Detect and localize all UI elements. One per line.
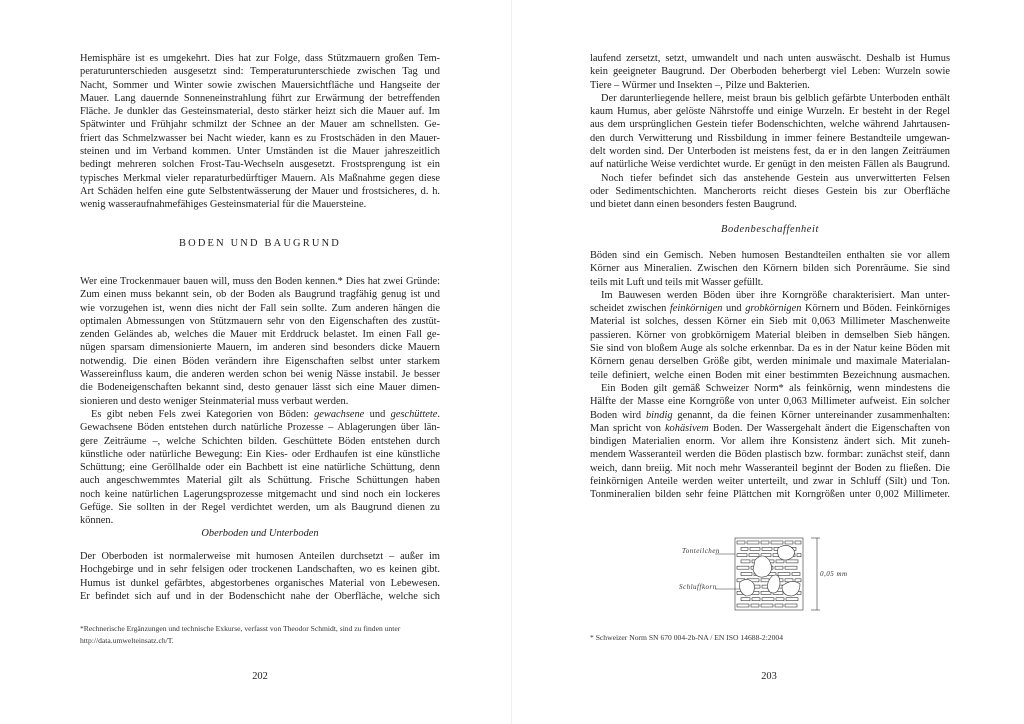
text-run: Fläche. Je dunkler das Gesteinsmaterial, desto stärker heizt sich die Mauer auf. Im <box>80 106 440 118</box>
clay-platelet <box>785 541 793 544</box>
text-line <box>590 342 950 355</box>
text-run: Art Schäden helfen eine gute Selbstentwässerung der Mauer und frostsicheres, d. h. <box>80 185 440 197</box>
text-line <box>590 172 950 185</box>
text-run: Körnern genau derselben Größe gibt, werden minimale und maximale Materialan- <box>590 356 950 368</box>
clay-platelet <box>747 541 759 544</box>
text-run: peraturunterschieden ausgesetzt sind: Temperaturunterschiede zwischen Tag und <box>80 66 440 78</box>
text-line <box>80 435 440 448</box>
text-run: sionieren und desto weniger Steinmaterial muss verbaut werden. <box>80 395 349 407</box>
text-run: optimalen Abmessungen von Stützmauern sehr von den Eigenschaften des zustüt- <box>80 315 440 327</box>
text-line <box>590 315 950 328</box>
text-line <box>80 550 440 563</box>
clay-platelet <box>792 573 800 576</box>
text-run: auf natürliche Weise verdichtet wurde. Er genügt in den meisten Fällen als Baugrund. <box>590 159 950 171</box>
text-line <box>590 448 950 461</box>
text-run: die Bodeneigenschaften bekannt sind, desto genauer lässt sich eine Mauer dimen- <box>80 382 440 394</box>
clay-platelet <box>737 554 747 557</box>
text-line <box>590 395 950 408</box>
text-run: delt worden sind. Der Unterboden ist meistens fest, da er in den langen Zeiträumen <box>590 146 950 158</box>
silt-grain <box>767 575 780 593</box>
text-line <box>80 461 440 474</box>
text-line <box>590 65 950 78</box>
text-line <box>80 395 440 408</box>
clay-platelet <box>771 541 783 544</box>
text-line <box>80 172 440 185</box>
emphasis: geschüttete <box>390 408 438 420</box>
text-run: bedingt mehreren solchen Frost-Tau-Wechseln ausgesetzt. Frostsprengung ist ein <box>80 159 440 171</box>
text-line <box>590 105 950 118</box>
clay-platelet <box>752 598 760 601</box>
text-run: Körner aus Mineralien. Zwischen den Körnern bilden sich Porenräume. Sie sind <box>590 263 950 275</box>
text-line <box>80 302 440 315</box>
clay-platelet <box>737 604 749 607</box>
label-dimension: 0,05 mm <box>820 570 848 578</box>
text-run: und bietet dann einen besonders festen Baugrund. <box>590 199 797 211</box>
left-section-text <box>80 275 440 527</box>
text-line <box>590 92 950 105</box>
clay-platelet <box>737 566 749 569</box>
clay-platelet <box>761 579 769 582</box>
text-run: gere Zeiträume –, welche Schichten bilden. Geschüttete Böden entstehen durch <box>80 435 440 447</box>
text-run: zenden Geländes ab, welches die Mauer mit Erddruck belastet. Im einen Fall ge- <box>80 329 440 341</box>
text-run: wie vorzugehen ist, wenn dies nicht der Fall sein sollte. Zum anderen hängen die <box>80 302 440 314</box>
left-subheading: Oberboden und Unterboden <box>201 528 319 539</box>
section-heading: BODEN UND BAUGRUND <box>179 238 341 249</box>
clay-platelet <box>785 566 797 569</box>
text-line <box>80 288 440 301</box>
text-line <box>590 475 950 488</box>
text-run: Spätwinter und Frühjahr schmilzt der Schnee an der Mauer am schnellsten. Ge- <box>80 119 440 131</box>
soil-structure-diagram <box>670 532 830 616</box>
text-run: genannt, da die feinen Körner untereinander zusammenhalten: <box>672 409 950 421</box>
label-clay-particles: Tonteilchen <box>682 547 720 555</box>
text-run: oder Sedimentschichten. Mancherorts reicht dieses Gestein bis zur Oberfläche <box>590 185 950 197</box>
text-line <box>590 276 950 289</box>
silt-grain <box>740 579 755 596</box>
text-run: . <box>437 408 440 420</box>
text-line <box>590 52 950 65</box>
clay-platelet <box>775 604 783 607</box>
text-line <box>80 145 440 158</box>
text-line <box>590 329 950 342</box>
clay-platelet <box>795 541 801 544</box>
emphasis: kohäsivem <box>664 422 709 434</box>
footnote-line: *Rechnerische Ergänzungen und technische Exkurse, verfasst von Theodor Schmidt, sind zu finden unter <box>80 624 401 633</box>
clay-platelet <box>762 598 774 601</box>
text-run: Es gibt neben Fels zwei Kategorien von Böden: <box>91 408 315 420</box>
text-line <box>80 368 440 381</box>
clay-platelet <box>795 579 801 582</box>
text-line <box>590 435 950 448</box>
text-run: Humus ist dunkel gefärbtes, abgestorbenes organisches Material von Lebewesen. <box>80 577 440 589</box>
text-run: wenig wasseraufnahmefähiges Gesteinsmaterial für die Mauersteine. <box>80 199 367 211</box>
clay-platelet <box>778 573 790 576</box>
text-line <box>590 145 950 158</box>
text-run: auch angeschwemmtes Material gilt als Schüttung. Frische Schüttungen haben <box>80 475 440 487</box>
clay-platelet <box>762 547 772 550</box>
text-run: kaum Humus, aber gelöste Nährstoffe und einige Wurzeln. Er besteht in der Regel <box>590 106 950 118</box>
text-line <box>590 302 950 315</box>
text-line <box>80 474 440 487</box>
emphasis: grobkörnigen <box>745 303 802 315</box>
text-line <box>590 132 950 145</box>
clay-platelet <box>776 598 784 601</box>
text-run: Im Bauwesen werden Böden über ihre Korngröße charakterisiert. Man unter- <box>601 289 950 301</box>
clay-platelet <box>797 554 801 557</box>
text-line <box>80 421 440 434</box>
text-run: Gewachsene Böden entstehen durch natürliche Prozesse – Ablagerungen über län- <box>80 422 440 434</box>
clay-platelet <box>776 560 784 563</box>
clay-platelet <box>761 541 769 544</box>
text-line <box>80 577 440 590</box>
text-line <box>590 289 950 302</box>
left-sub-text <box>80 550 440 603</box>
text-line <box>80 132 440 145</box>
text-run: teils mit Luft und teils mit Wasser gefüllt. <box>590 276 764 288</box>
text-line <box>590 185 950 198</box>
text-line <box>80 79 440 92</box>
text-line <box>80 105 440 118</box>
text-run: noch keine natürlichen Lagerungsprozesse mitgemacht und sind noch ein lockeres <box>80 488 440 500</box>
text-line <box>590 198 950 211</box>
clay-platelet <box>741 573 752 576</box>
left-intro-text <box>80 52 440 212</box>
clay-platelet <box>741 560 750 563</box>
text-line <box>590 118 950 131</box>
text-line <box>80 381 440 394</box>
clay-platelet <box>775 566 783 569</box>
clay-platelet <box>741 547 748 550</box>
emphasis: feinkörnigen <box>669 303 723 315</box>
text-run: den durch Verwitterung und Rissbildung in immer feinere Bestandteile umgewan- <box>590 132 950 144</box>
text-line <box>80 563 440 576</box>
clay-platelet <box>751 604 759 607</box>
text-line <box>80 118 440 131</box>
text-line <box>80 275 440 288</box>
text-run: Sie sind von bloßem Auge als solche erkennbar. Da es in der Natur keine Böden mit <box>590 343 950 355</box>
text-run: friert das Schmelzwasser bei Nacht wieder, kann es zu Frostschäden in den Mauer- <box>80 132 440 144</box>
text-run: Ein Boden gilt gemäß Schweizer Norm* als feinkörnig, wenn mindestens die <box>601 382 950 394</box>
text-line <box>590 249 950 262</box>
text-run: Mauer. Lang dauernde Sonneneinstrahlung führt zur Erwärmung der betreffenden <box>80 92 440 104</box>
text-line <box>80 315 440 328</box>
text-run: Wassereinfluss kaum, die anderen werden schon bei wenig Nässe instabil. Je besser <box>80 369 440 381</box>
text-line <box>590 262 950 275</box>
text-run: Körnern und Böden. Feinkörniges <box>801 303 950 315</box>
text-run: Man spricht von <box>590 422 665 434</box>
page-number: 203 <box>761 671 777 682</box>
text-line <box>80 185 440 198</box>
text-run: teile definiert, welche einen Boden mit einer bestimmten Bezeichnung ausmachen. <box>590 369 950 381</box>
text-line <box>80 341 440 354</box>
right-subheading: Bodenbeschaffenheit <box>721 224 819 235</box>
clay-platelet <box>786 560 798 563</box>
emphasis: gewachsene <box>314 408 365 420</box>
silt-grain <box>753 556 772 577</box>
text-line <box>80 52 440 65</box>
clay-platelet <box>737 541 745 544</box>
text-run: aus dem ursprünglichen Gestein tiefer Bodenschichten, welche während Jahrtausen- <box>590 119 950 131</box>
text-run: Er befindet sich auf und in der Bodenschicht nahe der Oberfläche, welche sich <box>80 590 440 602</box>
text-line <box>80 488 440 501</box>
text-run: steinen und im Verband kommen. Unter Umständen ist die Mauer jahreszeitlich <box>80 146 440 158</box>
text-run: Wer eine Trockenmauer bauen will, muss den Boden kennen.* Dies hat zwei Gründe: <box>80 276 440 287</box>
text-run: nügen sparsam dimensionierte Mauern, im anderen sind besonders dicke Mauern <box>80 342 440 354</box>
page-number: 202 <box>252 671 268 682</box>
text-run: Boden. Der Wassergehalt ändert die Eigenschaften von <box>708 422 950 434</box>
text-run: und <box>722 303 746 315</box>
text-line <box>590 158 950 171</box>
text-run: Zum einen muss bekannt sein, ob der Boden als Baugrund tragfähig genug ist und <box>80 289 440 301</box>
text-run: Gefüge. Sie sollten in der Regel verdichtet werden, um als Baugrund dienen zu können. <box>80 502 440 527</box>
right-sub-text <box>590 249 950 502</box>
text-line <box>80 328 440 341</box>
text-run: feinkörnigen Anteile werden weiter unterteilt, und zwar in Schluff (Silt) und Ton. <box>590 476 950 488</box>
text-run: Boden wird <box>590 409 646 421</box>
silt-grain <box>778 545 795 560</box>
clay-platelet <box>749 554 759 557</box>
text-run: kein geeigneter Baugrund. Der Oberboden beherbergt viel Leben: Wurzeln sowie <box>590 66 950 78</box>
text-line <box>80 355 440 368</box>
text-run: und <box>364 408 391 420</box>
emphasis: bindig <box>645 409 673 421</box>
text-run: Hemisphäre ist es umgekehrt. Dies hat zur Folge, dass Stützmauern großen Tem- <box>80 53 440 64</box>
text-run: laufend zersetzt, setzt, umwandelt und nach unten auswäscht. Deshalb ist Humus <box>590 53 950 64</box>
clay-platelet <box>786 598 798 601</box>
text-line <box>80 65 440 78</box>
text-line <box>80 501 440 527</box>
text-run: Material ist solches, dessen Körner ein Sieb mit 0,063 Millimeter Maschenweite <box>590 316 950 328</box>
text-line <box>590 355 950 368</box>
label-silt-grain: Schluffkorn <box>679 583 717 591</box>
text-line <box>80 408 440 421</box>
text-line <box>590 409 950 422</box>
text-line <box>80 198 440 211</box>
text-line <box>590 488 950 501</box>
text-run: bindigen Materialien enorm. Vor allem ihre Konsistenz ändert sich. Mit zuneh- <box>590 436 950 448</box>
right-intro-text <box>590 52 950 212</box>
right-footnote <box>590 632 960 644</box>
clay-platelet <box>761 604 773 607</box>
text-run: passieren. Körner von grobkörnigem Material bleiben in demselben Sieb hängen. <box>590 329 950 341</box>
text-run: Hochgebirge und in sehr felsigen oder trockenen Landschaften, wo es keinen gibt. <box>80 564 440 576</box>
text-line <box>590 369 950 382</box>
text-line <box>80 92 440 105</box>
text-run: Schüttung; eine Geröllhalde oder ein Bachbett ist eine natürliche Schüttung, denn <box>80 462 440 474</box>
text-line <box>80 448 440 461</box>
text-run: künstliche oder natürliche Bewegung: Ein Kies- oder Erdhaufen ist eine künstliche <box>80 448 440 460</box>
text-line <box>590 422 950 435</box>
footnote-link[interactable]: http://data.umwelteinsatz.ch/T. <box>80 636 174 645</box>
text-run: Böden sind ein Gemisch. Neben humosen Bestandteilen enthalten sie vor allem <box>590 250 950 261</box>
page-gutter <box>511 0 512 724</box>
text-run: scheidet zwischen <box>590 303 670 315</box>
text-run: Tonmineralien bilden sehr feine Plättchen mit Korngrößen unter 0,002 Millimeter. <box>590 489 950 501</box>
text-line <box>80 158 440 171</box>
clay-platelet <box>785 604 797 607</box>
footnote-line: * Schweizer Norm SN 670 004-2b-NA / EN ISO 14688-2:2004 <box>590 633 783 642</box>
text-run: typisches Merkmal vieler reparaturbedürftiger Mauern. Als Maßnahme gegen diese <box>80 172 440 184</box>
left-footnote <box>80 623 450 647</box>
clay-platelet <box>750 547 760 550</box>
text-run: Der darunterliegende hellere, meist braun bis gelblich gefärbte Unterboden enthält <box>601 92 950 104</box>
text-line <box>80 590 440 603</box>
text-run: Noch tiefer befindet sich das anstehende Gestein aus unverwitterten Felsen <box>601 172 950 184</box>
text-run: Nacht, Sommer und Winter sowie zwischen Mauersichtfläche und Hangseite der <box>80 79 440 91</box>
text-run: mendem Wasseranteil werden die Böden plastisch bzw. formbar: zunächst steif, dann <box>590 449 950 461</box>
text-line <box>590 382 950 395</box>
text-run: Hälfte der Masse eine Korngröße von unter 0,063 Millimeter aufweist. Ein solcher <box>590 396 950 408</box>
text-run: Der Oberboden ist normalerweise mit humosen Anteilen durchsetzt – außer im <box>80 551 440 562</box>
text-line <box>590 79 950 92</box>
text-run: Tiere – Würmer und Insekten –, Pilze und Bakterien. <box>590 79 810 91</box>
text-run: notwendig. Die einen Böden verändern ihre Eigenschaften selbst unter starkem <box>80 355 440 367</box>
text-run: weich, dann breiig. Mit noch mehr Wasseranteil beginnt der Boden zu fließen. Die <box>590 462 950 474</box>
clay-platelet <box>741 598 750 601</box>
text-line <box>590 462 950 475</box>
